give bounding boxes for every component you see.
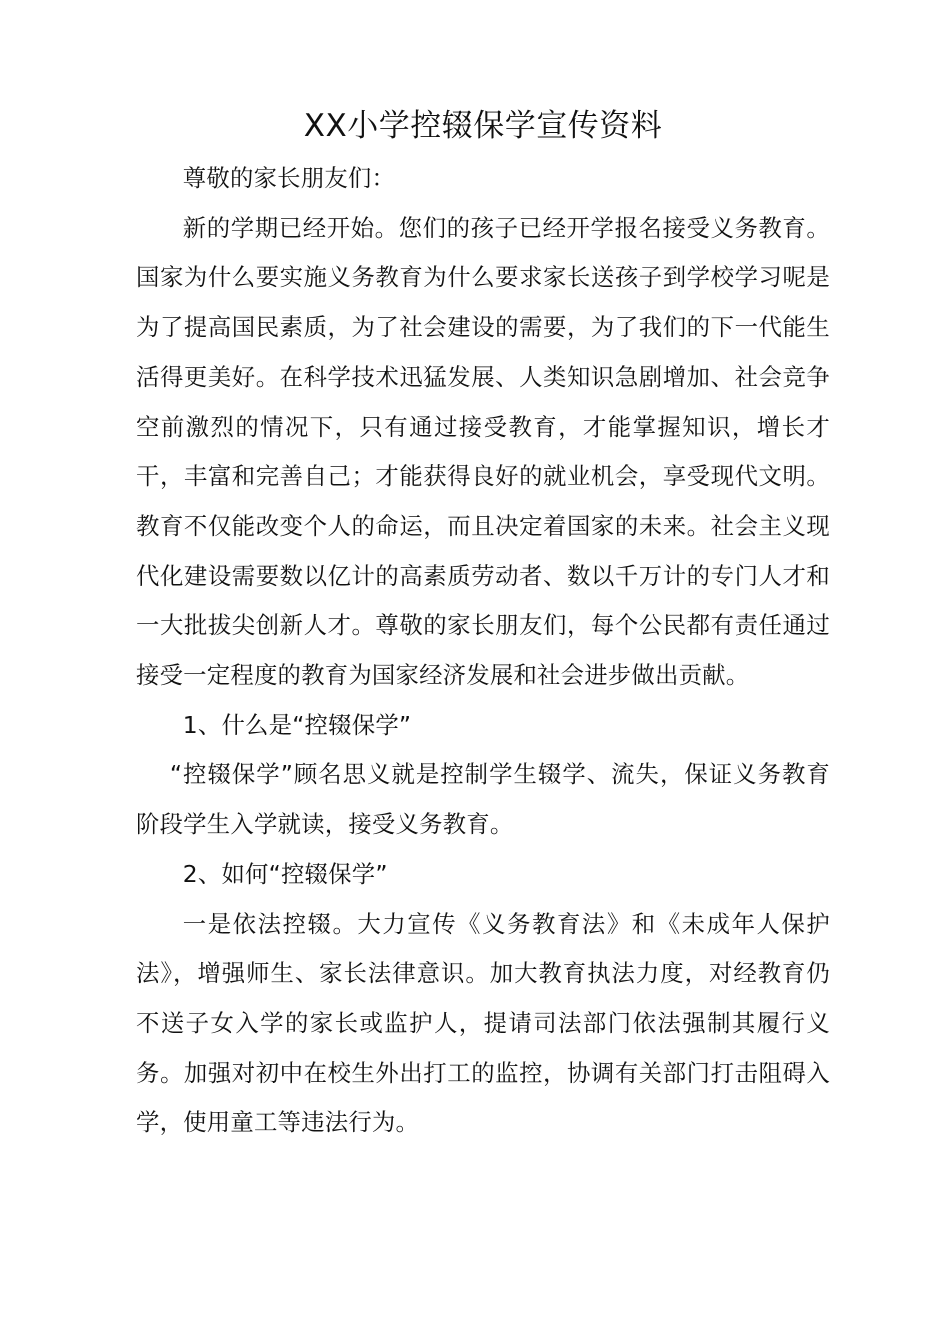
section-1-body: “控辍保学”顾名思义就是控制学生辍学、流失，保证义务教育阶段学生入学就读，接受义务教育。 <box>136 760 830 839</box>
section-2-body: 一是依法控辍。大力宣传《义务教育法》和《未成年人保护法》，增强师生、家长法律意识。加大教育执法力度，对经教育仍不送子女入学的家长或监护人，提请司法部门依法强制其履行义务。加强对初中在校生外出打工的监控，协调有关部门打击阻碍入学，使用童工等违法行为。 <box>136 909 830 1137</box>
document-body <box>136 154 830 1148</box>
section-1-heading: 1、什么是“控辍保学” <box>182 710 412 739</box>
section-2-heading: 2、如何“控辍保学” <box>182 859 388 888</box>
salutation: 尊敬的家长朋友们： <box>182 164 396 192</box>
document-title: XX小学控辍保学宣传资料 <box>303 108 663 144</box>
intro-paragraph: 新的学期已经开始。您们的孩子已经开学报名接受义务教育。国家为什么要实施义务教育为什么要求家长送孩子到学校学习呢是为了提高国民素质，为了社会建设的需要，为了我们的下一代能生活得更美好。在科学技术迅猛发展、人类知识急剧增加、社会竞争空前激烈的情况下，只有通过接受教育，才能掌握知识，增长才干，丰富和完善自己；才能获得良好的就业机会，享受现代文明。教育不仅能改变个人的命运，而且决定着国家的未来。社会主义现代化建设需要数以亿计的高素质劳动者、数以千万计的专门人才和一大批拔尖创新人才。尊敬的家长朋友们，每个公民都有责任通过接受一定程度的教育为国家经济发展和社会进步做出贡献。 <box>136 213 830 690</box>
